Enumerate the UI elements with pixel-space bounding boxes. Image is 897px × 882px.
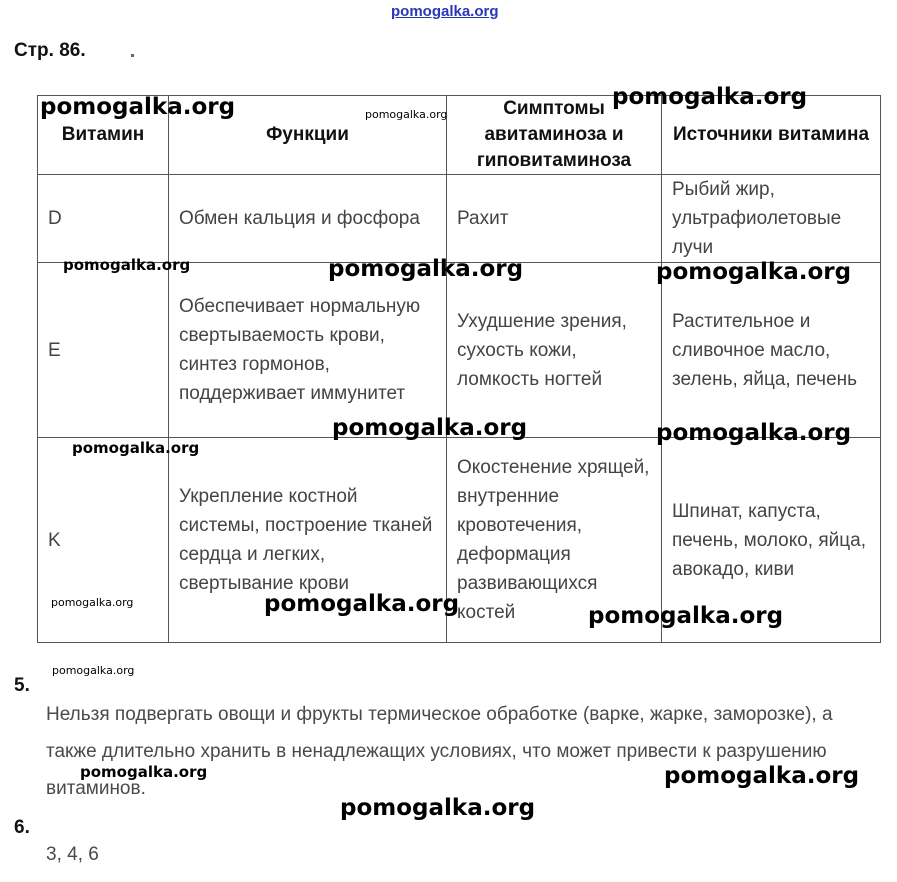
header-vitamin: Витамин <box>38 96 169 175</box>
symptoms-cell: Окостенение хрящей, внутренние кровотечения, деформация развивающихся костей <box>447 438 662 643</box>
watermark: pomogalka.org <box>664 763 860 789</box>
watermark: pomogalka.org <box>612 84 808 110</box>
question-6-answer: 3, 4, 6 <box>46 844 99 865</box>
question-5-answer: Нельзя подвергать овощи и фрукты термическое обработке (варке, жарке, заморозке), а также длительно хранить в ненадлежащих условиях, что может привести к разрушению витаминов. <box>46 704 833 799</box>
watermark: pomogalka.org <box>588 603 784 629</box>
sources-cell: Шпинат, капуста, печень, молоко, яйца, авокадо, киви <box>662 438 881 643</box>
table-row <box>38 175 881 263</box>
watermark: pomogalka.org <box>332 415 528 441</box>
page-reference: Стр. 86. <box>14 40 86 61</box>
header-symptoms: Симптомы авитаминоза и гиповитаминоза <box>447 96 662 175</box>
vitamin-cell: K <box>38 438 169 643</box>
functions-cell: Укрепление костной системы, построение тканей сердца и легких, свертывание крови <box>169 438 447 643</box>
watermark: pomogalka.org <box>72 439 200 457</box>
header-functions: Функции <box>169 96 447 175</box>
functions-cell: Обеспечивает нормальную свертываемость крови, синтез гормонов, поддерживает иммунитет <box>169 263 447 438</box>
vitamin-cell: D <box>38 175 169 263</box>
symptoms-cell: Рахит <box>447 175 662 263</box>
functions-cell: Обмен кальция и фосфора <box>169 175 447 263</box>
watermark: pomogalka.org <box>80 763 208 781</box>
watermark: pomogalka.org <box>365 108 448 121</box>
watermark: pomogalka.org <box>340 795 536 821</box>
question-6-number: 6. <box>14 817 30 838</box>
watermark: pomogalka.org <box>328 256 524 282</box>
symptoms-cell: Ухудшение зрения, сухость кожи, ломкость ногтей <box>447 263 662 438</box>
header-sources: Источники витамина <box>662 96 881 175</box>
vitamin-cell: E <box>38 263 169 438</box>
watermark: pomogalka.org <box>264 591 460 617</box>
watermark: pomogalka.org <box>656 259 852 285</box>
question-5-number: 5. <box>14 675 30 696</box>
watermark: pomogalka.org <box>656 420 852 446</box>
watermark: pomogalka.org <box>52 664 135 677</box>
vitamins-table <box>37 95 881 643</box>
table-row <box>38 263 881 438</box>
stray-dot <box>131 54 134 57</box>
sources-cell: Рыбий жир, ультрафиолетовые лучи <box>662 175 881 263</box>
site-header-link[interactable]: pomogalka.org <box>391 3 499 20</box>
watermark: pomogalka.org <box>40 94 236 120</box>
watermark: pomogalka.org <box>63 256 191 274</box>
sources-cell: Растительное и сливочное масло, зелень, яйца, печень <box>662 263 881 438</box>
watermark: pomogalka.org <box>51 596 134 609</box>
